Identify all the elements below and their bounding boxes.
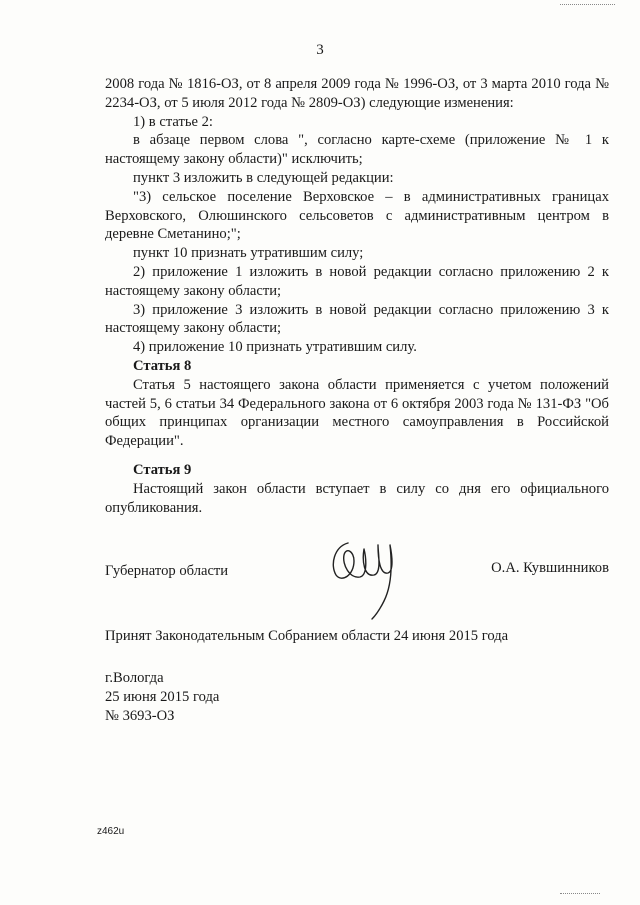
item-2: 2) приложение 1 изложить в новой редакции согласно приложению 2 к настоящему закону области; xyxy=(105,263,609,299)
item-1-para-1: в абзаце первом слова ", согласно карте-схеме (приложение № 1 к настоящему закону области)" исключить; xyxy=(105,132,609,168)
article-8-text: Статья 5 настоящего закона области применяется с учетом положений частей 5, 6 статьи 34 Федерального закона от 6 октября 2003 года № 131-ФЗ "Об общих принципах организации местного самоуправления в Российской Федерации". xyxy=(105,376,609,450)
amendments-block xyxy=(105,75,609,357)
intro-paragraph: 2008 года № 1816-ОЗ, от 8 апреля 2009 года № 1996-ОЗ, от 3 марта 2010 года № 2234-ОЗ, от 5 июля 2012 года № 2809-ОЗ) следующие изменения: xyxy=(105,76,609,111)
scan-artifact-bottom xyxy=(560,893,600,895)
article-9-text: Настоящий закон области вступает в силу со дня его официального опубликования. xyxy=(105,480,609,516)
signing-date: 25 июня 2015 года xyxy=(105,689,220,705)
item-1: 1) в статье 2: xyxy=(133,113,213,130)
handwritten-signature xyxy=(320,535,410,625)
city: г.Вологда xyxy=(105,670,164,686)
item-4: 4) приложение 10 признать утратившим силу. xyxy=(133,339,417,356)
item-1-para-2: пункт 3 изложить в следующей редакции: xyxy=(133,169,394,186)
article-8-heading: Статья 8 xyxy=(133,358,192,374)
page-number: 3 xyxy=(316,42,324,58)
place-date-number xyxy=(105,669,219,726)
document-code: z462u xyxy=(97,826,125,837)
article-8 xyxy=(105,357,609,451)
item-1-para-3: "3) сельское поселение Верховское – в административных границах Верховского, Олюшинского сельсоветов с административным центром в деревне Сметанино;"; xyxy=(105,188,609,243)
article-9-heading: Статья 9 xyxy=(133,462,192,478)
signatory-name: О.А. Кувшинников xyxy=(491,560,609,576)
adoption-statement: Принят Законодательным Собранием области 24 июня 2015 года xyxy=(105,628,509,644)
signatory-title: Губернатор области xyxy=(105,563,229,579)
article-9 xyxy=(105,461,609,517)
scan-artifact-top xyxy=(560,4,615,6)
law-number: № 3693-ОЗ xyxy=(105,708,175,724)
item-3: 3) приложение 3 изложить в новой редакции согласно приложению 3 к настоящему закону области; xyxy=(105,301,609,337)
item-1-para-4: пункт 10 признать утратившим силу; xyxy=(133,245,364,262)
